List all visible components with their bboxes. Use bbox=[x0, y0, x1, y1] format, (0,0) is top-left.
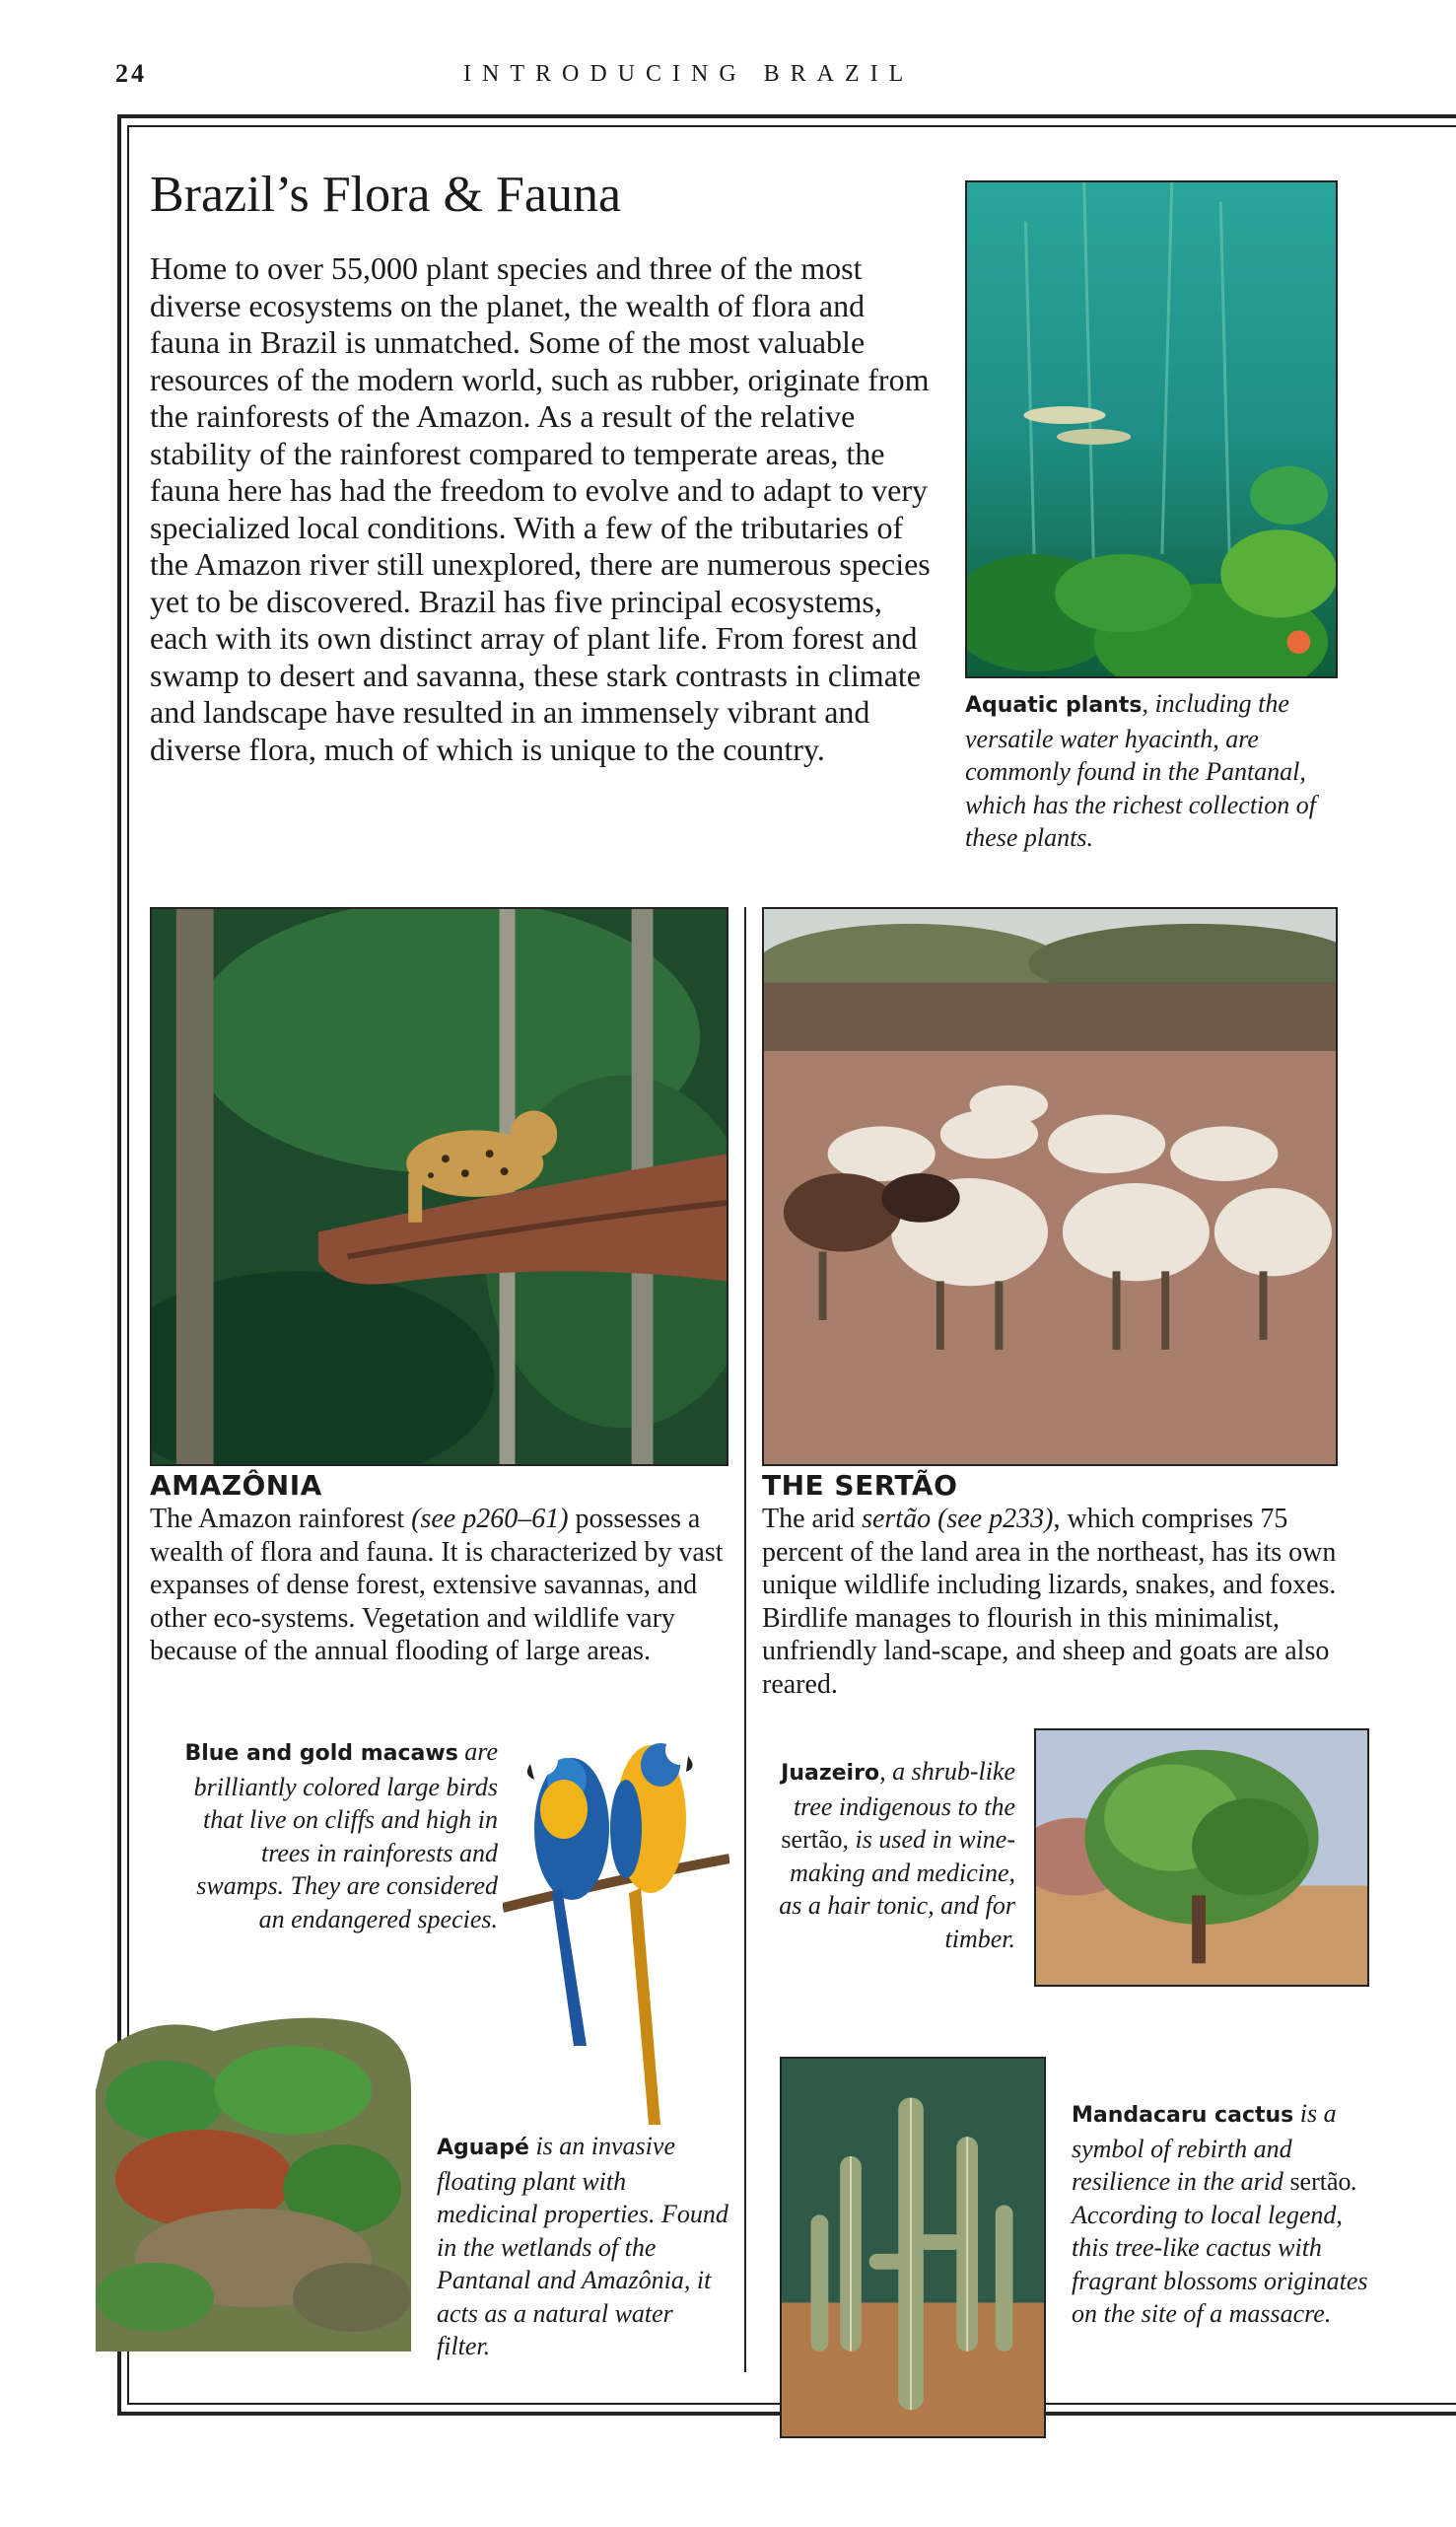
caption-aguape bbox=[437, 2130, 732, 2363]
caption-text: are brilliantly colored large birds that live on cliffs and high in trees in rainforests and swamps. They are considered an endangered species. bbox=[193, 1737, 498, 1933]
caption-lead: Mandacaru cactus bbox=[1072, 2103, 1294, 2128]
sertao-page-ref: sertão (see p233) bbox=[862, 1504, 1054, 1534]
page-number: 24 bbox=[115, 59, 147, 88]
caption-lead: Blue and gold macaws bbox=[184, 1741, 458, 1766]
caption-term: sertão bbox=[781, 1825, 843, 1854]
macaws-image bbox=[503, 1720, 729, 2135]
page-title: Brazil’s Flora & Fauna bbox=[150, 167, 622, 223]
juazeiro-photo bbox=[1034, 1728, 1369, 1987]
sertao-body bbox=[762, 1503, 1353, 1701]
running-head: INTRODUCING BRAZIL bbox=[463, 61, 915, 87]
caption-term: sertão bbox=[1289, 2167, 1352, 2196]
sertao-heading: THE SERTÃO bbox=[762, 1469, 958, 1502]
sheep-photo bbox=[762, 907, 1338, 1466]
amazonia-body-text: The Amazon rainforest bbox=[150, 1504, 412, 1534]
caption-aquatic-plants bbox=[965, 687, 1359, 855]
aguape-photo bbox=[96, 2011, 416, 2352]
sertao-body-text: The arid bbox=[762, 1504, 863, 1534]
amazonia-page-ref: (see p260–61) bbox=[411, 1504, 569, 1534]
amazonia-body bbox=[150, 1503, 741, 1668]
caption-text: , including the versatile water hyacinth, are commonly found in the Pantanal, which has the richest collection of these plants. bbox=[965, 689, 1316, 852]
caption-text: is a symbol of rebirth and resilience in the arid bbox=[1072, 2099, 1337, 2196]
caption-text-2: , is used in wine-making and medicine, as a hair tonic, and for timber. bbox=[779, 1825, 1015, 1953]
caption-text: , a shrub-like tree indigenous to the bbox=[793, 1757, 1015, 1821]
caption-lead: Aquatic plants bbox=[965, 693, 1143, 718]
caption-mandacaru-cactus bbox=[1072, 2097, 1377, 2331]
caption-lead: Aguapé bbox=[437, 2136, 529, 2160]
aquatic-plants-photo bbox=[965, 180, 1338, 678]
caption-text: is an invasive floating plant with medicinal properties. Found in the wetlands of the Pantanal and Amazônia, it acts as a natural water filter. bbox=[437, 2132, 728, 2360]
caption-juazeiro bbox=[779, 1755, 1015, 1955]
mandacaru-cactus-photo bbox=[780, 2057, 1046, 2438]
caption-text-2: . According to local legend, this tree-like cactus with fragrant blossoms originates on the site of a massacre. bbox=[1072, 2167, 1368, 2328]
amazonia-body-text-2: possesses a wealth of flora and fauna. It is characterized by vast expanses of dense forest, extensive savannas, and other eco-systems. Vegetation and wildlife vary because of the annual flooding of large areas. bbox=[150, 1504, 724, 1666]
intro-paragraph: Home to over 55,000 plant species and three of the most diverse ecosystems on the planet, the wealth of flora and fauna in Brazil is unmatched. Some of the most valuable resources of the modern world, such as rubber, originate from the rainforests of the Amazon. As a result of the relative stability of the rainforest compared to temperate areas, the fauna here has had the freedom to evolve and to adapt to very specialized local conditions. With a few of the tributaries of the Amazon river still unexplored, there are numerous species yet to be discovered. Brazil has five principal ecosystems, each with its own distinct array of plant life. From forest and swamp to desert and savanna, these stark contrasts in climate and landscape have resulted in an immensely vibrant and diverse flora, much of which is unique to the country. bbox=[150, 250, 931, 767]
caption-lead: Juazeiro bbox=[781, 1761, 880, 1786]
caption-macaws bbox=[182, 1735, 498, 1935]
column-divider bbox=[744, 907, 746, 2372]
sertao-body-text-2: , which comprises 75 percent of the land area in the northeast, has its own unique wildlife including lizards, snakes, and foxes. Birdlife manages to flourish in this minimalist, unfriendly land-scape, and sheep and goats are also reared. bbox=[762, 1504, 1337, 1700]
jaguar-photo bbox=[150, 907, 728, 1466]
amazonia-heading: AMAZÔNIA bbox=[150, 1469, 322, 1502]
